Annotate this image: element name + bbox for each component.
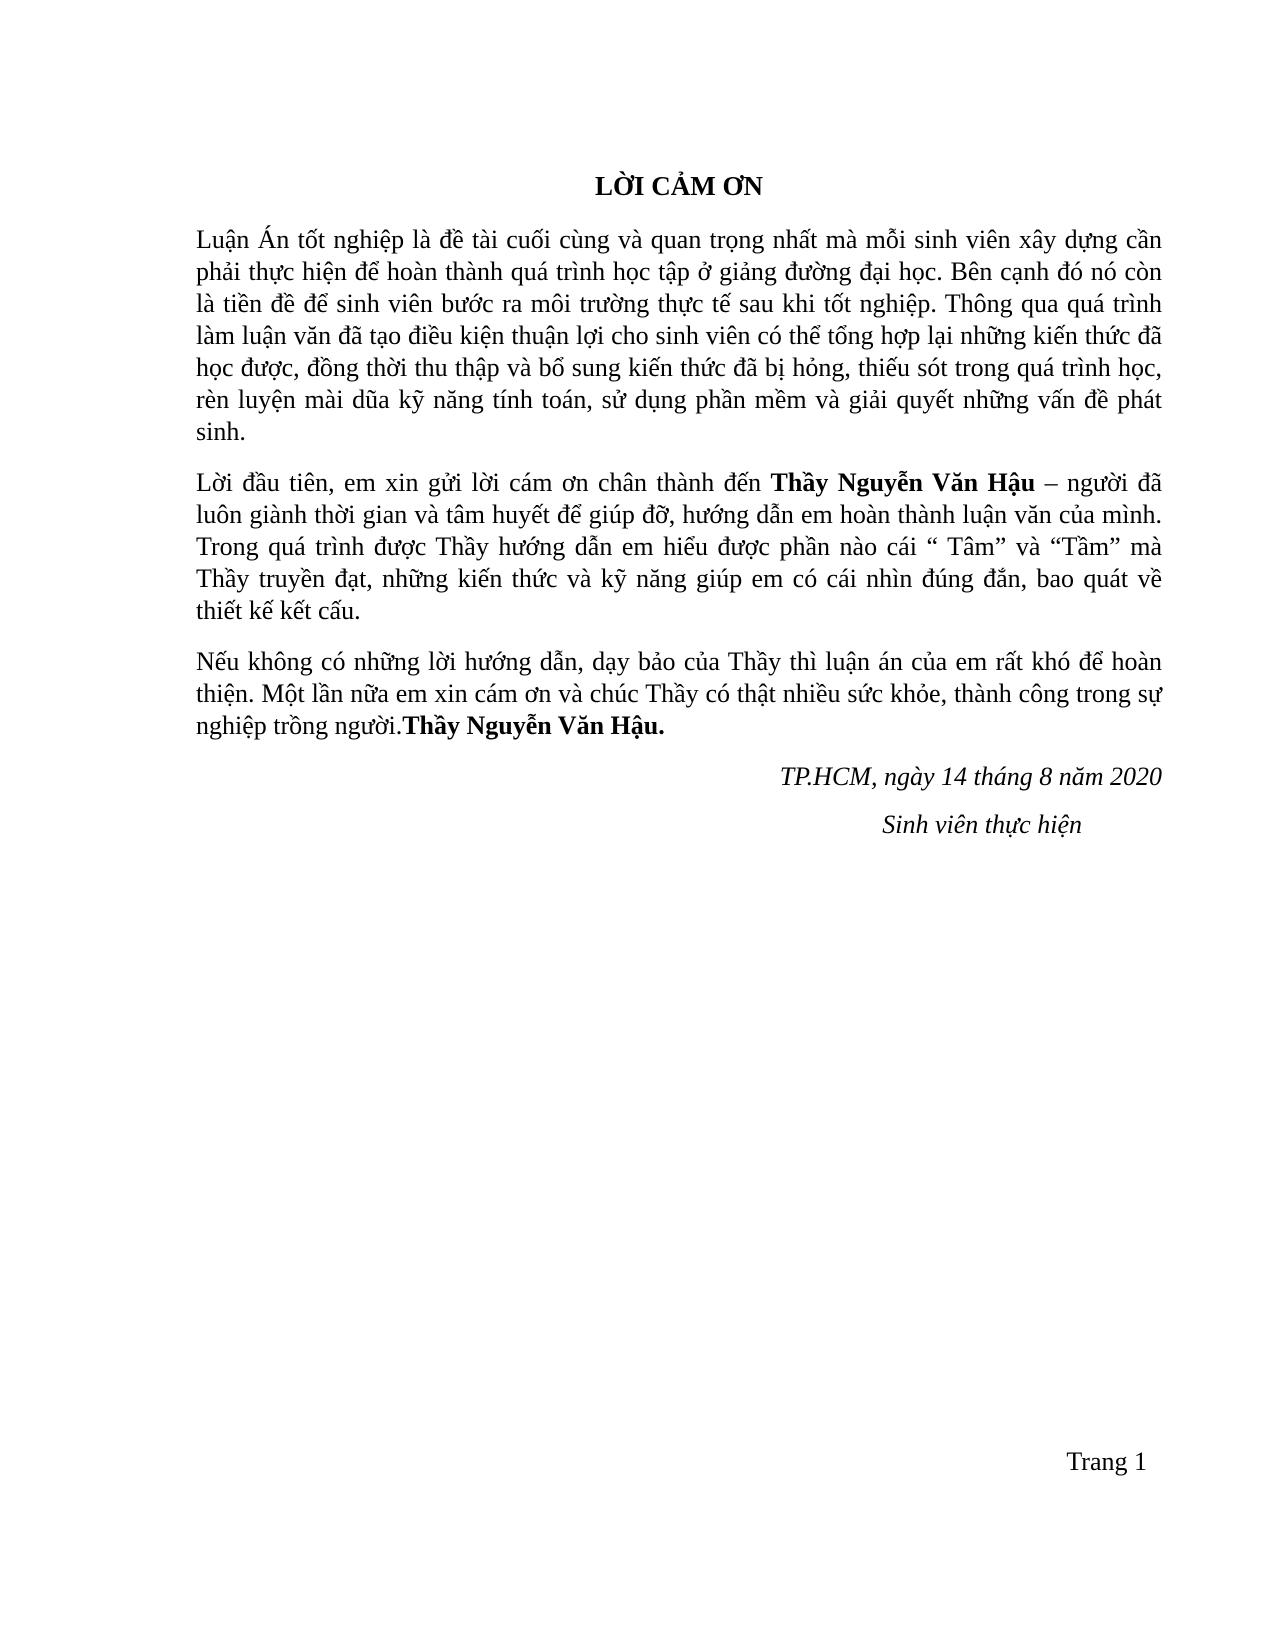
signature-line: Sinh viên thực hiện: [882, 810, 1082, 839]
paragraph-closing-thanks: [196, 646, 1162, 742]
paragraph-thesis-intro: [196, 224, 1162, 448]
text-segment: – người đã luôn giành thời gian và tâm huyết để giúp đỡ, hướng dẫn em hoàn thành luận văn của mình. Trong quá trình được Thầy hướng dẫn em hiểu được phần nào cái “ Tâm” và “Tầm” mà Thầy truyền đạt, những kiến thức và kỹ năng giúp em có cái nhìn đúng đắn, bao quát về thiết kế kết cấu.: [196, 468, 1162, 625]
text-segment: Lời đầu tiên, em xin gửi lời cám ơn chân thành đến: [196, 468, 771, 497]
text-segment: Nếu không có những lời hướng dẫn, dạy bảo của Thầy thì luận án của em rất khó để hoàn thiện. Một lần nữa em xin cám ơn và chúc Thầy có thật nhiều sức khỏe, thành công trong sự nghiệp trồng người.: [196, 647, 1162, 740]
text-segment: Thầy Nguyễn Văn Hậu: [770, 468, 1036, 497]
text-segment: Thầy Nguyễn Văn Hậu.: [402, 711, 665, 740]
date-line: TP.HCM, ngày 14 tháng 8 năm 2020: [779, 762, 1162, 791]
page-title: LỜI CẢM ƠN: [595, 171, 763, 201]
paragraph-thanks-advisor: [196, 467, 1162, 627]
page-number: Trang 1: [1066, 1447, 1147, 1476]
text-segment: Luận Án tốt nghiệp là đề tài cuối cùng và quan trọng nhất mà mỗi sinh viên xây dựng cần phải thực hiện để hoàn thành quá trình học tập ở giảng đường đại học. Bên cạnh đó nó còn là tiền đề để sinh viên bước ra môi trường thực tế sau khi tốt nghiệp. Thông qua quá trình làm luận văn đã tạo điều kiện thuận lợi cho sinh viên có thể tổng hợp lại những kiến thức đã học được, đồng thời thu thập và bổ sung kiến thức đã bị hỏng, thiếu sót trong quá trình học, rèn luyện mài dũa kỹ năng tính toán, sử dụng phần mềm và giải quyết những vấn đề phát sinh.: [196, 225, 1162, 446]
